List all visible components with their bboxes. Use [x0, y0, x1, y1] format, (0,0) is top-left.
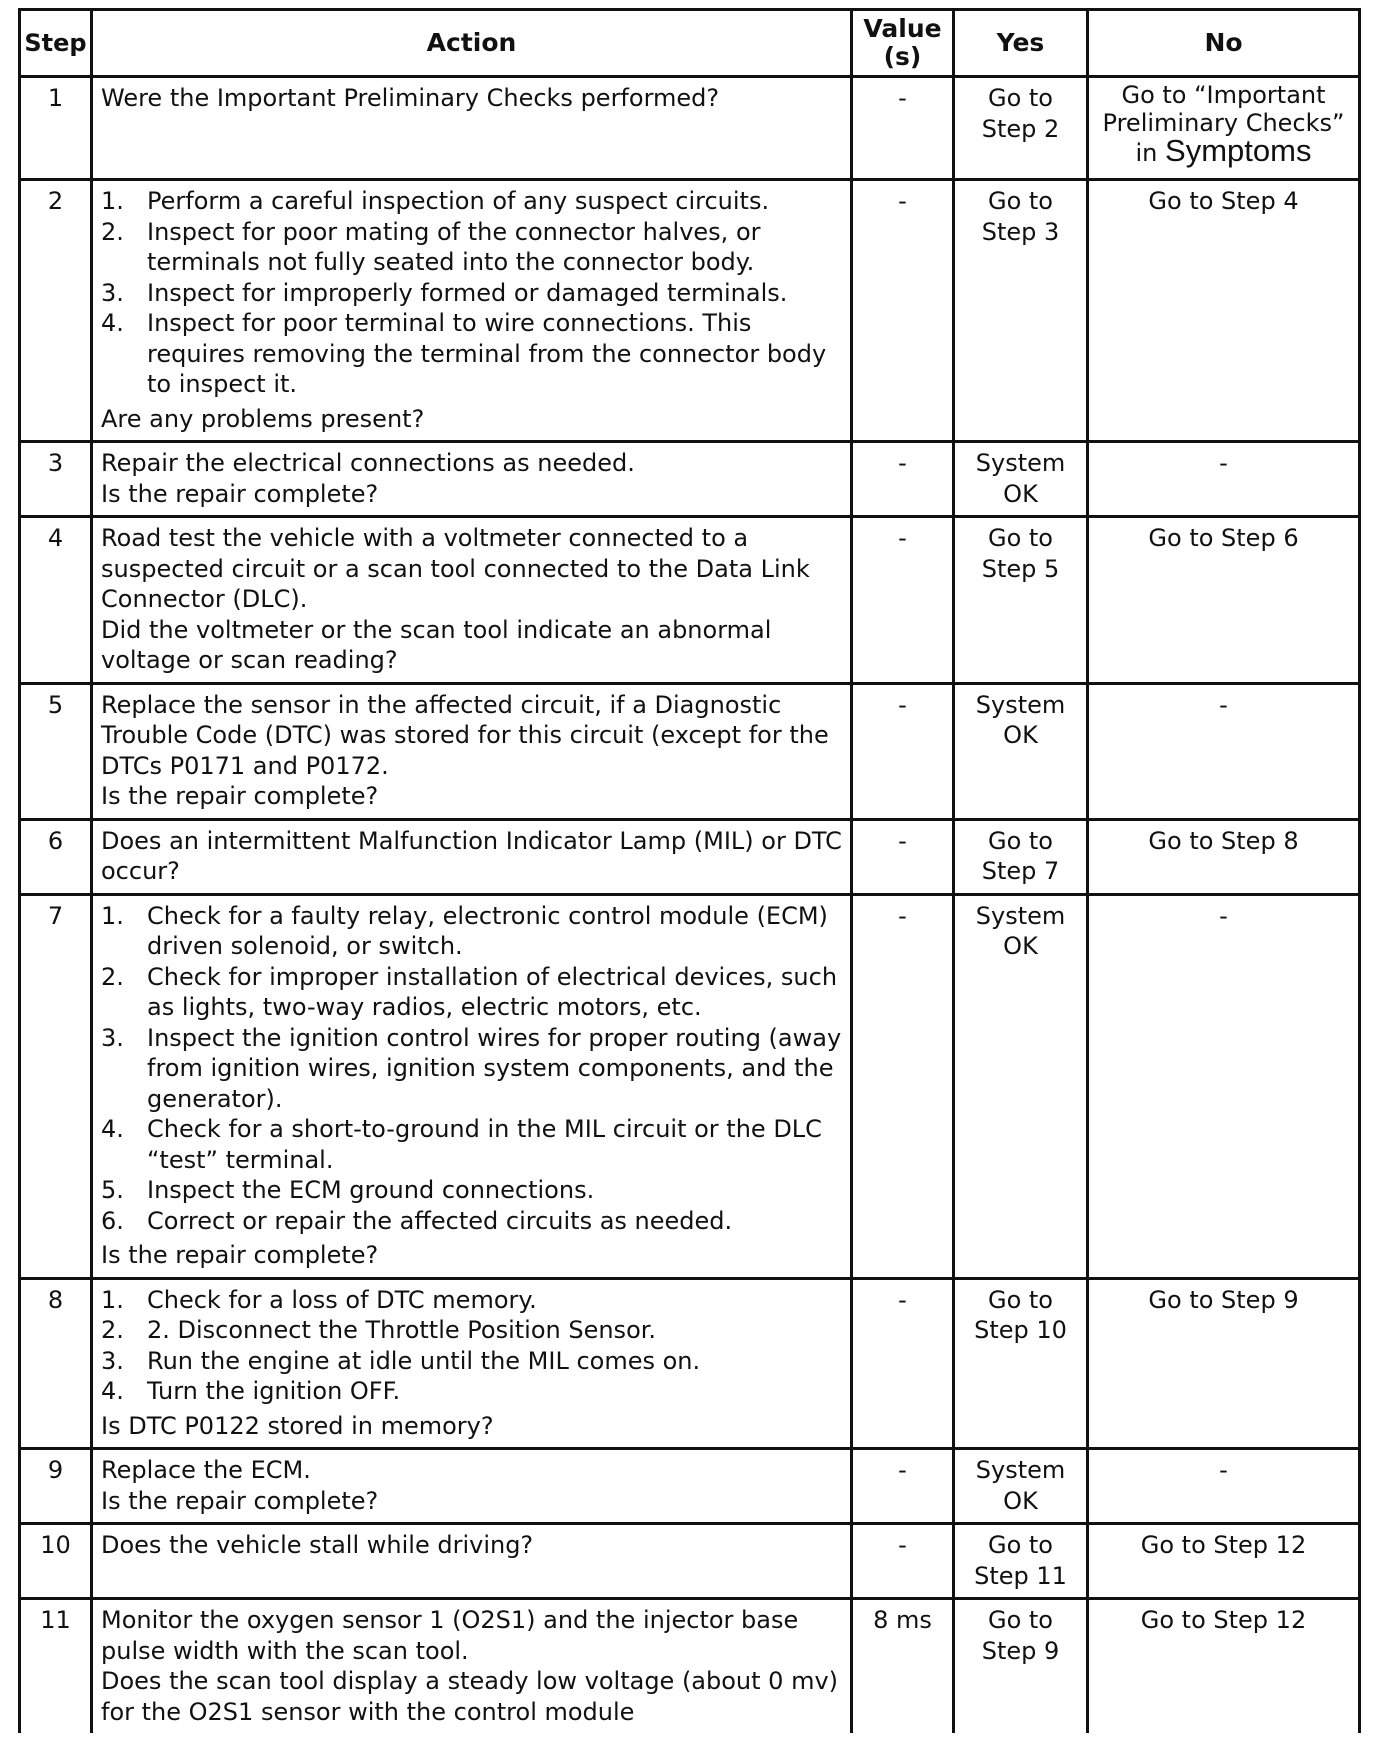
step-number: 2	[20, 180, 92, 442]
action-cell	[92, 1278, 852, 1449]
yes-cell: Go to Step 5	[954, 517, 1088, 684]
list-item: 1. Check for a faulty relay, electronic control module (ECM) driven solenoid, or switch.	[101, 901, 828, 960]
header-row	[20, 10, 1360, 77]
value-cell: -	[852, 894, 954, 1278]
header-step: Step	[20, 10, 92, 77]
table-row	[20, 517, 1360, 684]
header-yes: Yes	[954, 10, 1088, 77]
action-cell	[92, 517, 852, 684]
action-text: Replace the ECM.	[101, 1456, 311, 1484]
action-text: Replace the sensor in the affected circuit, if a Diagnostic Trouble Code (DTC) was stored for this circuit (except for the DTCs P0171 and P0172.	[101, 690, 829, 780]
header-action: Action	[92, 10, 852, 77]
value-cell: -	[852, 1278, 954, 1449]
yes-cell: Go to Step 7	[954, 819, 1088, 894]
value-cell: -	[852, 517, 954, 684]
list-item: 4. Turn the ignition OFF.	[101, 1377, 401, 1405]
step-number: 9	[20, 1449, 92, 1524]
action-cell	[92, 442, 852, 517]
step-number: 3	[20, 442, 92, 517]
header-value: Value (s)	[852, 10, 954, 77]
list-item: 1. Perform a careful inspection of any suspect circuits.	[101, 187, 770, 215]
table-row	[20, 180, 1360, 442]
action-cell	[92, 180, 852, 442]
value-cell: -	[852, 683, 954, 819]
step-number: 10	[20, 1524, 92, 1599]
action-question: Does the vehicle stall while driving?	[101, 1531, 534, 1559]
action-text: Road test the vehicle with a voltmeter connected to a suspected circuit or a scan tool connected to the Data Link Connector (DLC).	[101, 524, 810, 613]
header-no: No	[1088, 10, 1360, 77]
action-cell	[92, 1449, 852, 1524]
table-row	[20, 1524, 1360, 1599]
action-question: Are any problems present?	[101, 404, 425, 433]
list-item: 2. 2. Disconnect the Throttle Position Sensor.	[101, 1316, 657, 1344]
table-row	[20, 1599, 1360, 1734]
table-row	[20, 77, 1360, 180]
list-item: 2. Inspect for poor mating of the connector halves, or terminals not fully seated into the connector body.	[101, 217, 761, 276]
list-item: 3. Inspect for improperly formed or damaged terminals.	[101, 278, 788, 307]
action-question: Did the voltmeter or the scan tool indicate an abnormal voltage or scan reading?	[101, 615, 772, 674]
action-list	[101, 186, 842, 400]
list-item: 1. Check for a loss of DTC memory.	[101, 1285, 537, 1314]
value-cell: 8 ms	[852, 1599, 954, 1734]
no-text: Go to “Important Preliminary Checks” in	[1102, 81, 1345, 167]
list-item: 4. Inspect for poor terminal to wire connections. This requires removing the terminal from the connector body to inspect it.	[101, 309, 827, 398]
no-cell: Go to Step 4	[1088, 180, 1360, 442]
table-row	[20, 1449, 1360, 1524]
action-question: Is the repair complete?	[101, 1486, 379, 1515]
action-cell	[92, 819, 852, 894]
step-number: 7	[20, 894, 92, 1278]
no-cell: -	[1088, 1449, 1360, 1524]
table-row	[20, 894, 1360, 1278]
list-item: 3. Run the engine at idle until the MIL comes on.	[101, 1346, 701, 1375]
action-cell	[92, 1524, 852, 1599]
value-cell: -	[852, 819, 954, 894]
yes-cell: System OK	[954, 894, 1088, 1278]
step-number: 8	[20, 1278, 92, 1449]
action-question: Does an intermittent Malfunction Indicator Lamp (MIL) or DTC occur?	[101, 826, 842, 885]
value-cell: -	[852, 1449, 954, 1524]
diagnostic-table	[18, 8, 1361, 1733]
yes-cell: Go to Step 11	[954, 1524, 1088, 1599]
action-list	[101, 901, 842, 1237]
table-row	[20, 1278, 1360, 1449]
no-cell: Go to Step 12	[1088, 1599, 1360, 1734]
step-number: 11	[20, 1599, 92, 1734]
diagnostic-page	[18, 8, 1358, 1733]
step-number: 1	[20, 77, 92, 180]
table-row	[20, 819, 1360, 894]
action-question: Is the repair complete?	[101, 1241, 379, 1269]
no-cell	[1088, 77, 1360, 180]
step-number: 6	[20, 819, 92, 894]
list-item: 4. Check for a short-to-ground in the MIL circuit or the DLC “test” terminal.	[101, 1115, 822, 1174]
no-cell: Go to Step 8	[1088, 819, 1360, 894]
value-cell: -	[852, 1524, 954, 1599]
yes-cell: Go to Step 10	[954, 1278, 1088, 1449]
yes-cell: System OK	[954, 683, 1088, 819]
value-cell: -	[852, 180, 954, 442]
action-cell	[92, 894, 852, 1278]
list-item: 5. Inspect the ECM ground connections.	[101, 1176, 595, 1204]
list-item: 6. Correct or repair the affected circuits as needed.	[101, 1206, 733, 1235]
yes-cell: Go to Step 3	[954, 180, 1088, 442]
no-cell: -	[1088, 894, 1360, 1278]
action-list	[101, 1285, 842, 1407]
action-cell	[92, 1599, 852, 1734]
list-item: 2. Check for improper installation of electrical devices, such as lights, two-way radios, electric motors, etc.	[101, 962, 838, 1021]
no-cell: Go to Step 6	[1088, 517, 1360, 684]
action-cell	[92, 683, 852, 819]
symptoms-link[interactable]: Symptoms	[1165, 133, 1312, 168]
yes-cell: System OK	[954, 1449, 1088, 1524]
value-cell: -	[852, 442, 954, 517]
action-text: Monitor the oxygen sensor 1 (O2S1) and the injector base pulse width with the scan tool.	[101, 1606, 799, 1665]
action-question: Is DTC P0122 stored in memory?	[101, 1411, 494, 1440]
step-number: 4	[20, 517, 92, 684]
action-text: Repair the electrical connections as needed.	[101, 449, 635, 477]
table-row	[20, 683, 1360, 819]
table-row	[20, 442, 1360, 517]
yes-cell: System OK	[954, 442, 1088, 517]
step-number: 5	[20, 683, 92, 819]
action-question: Is the repair complete?	[101, 782, 379, 810]
action-question: Is the repair complete?	[101, 479, 379, 508]
action-text: Were the Important Preliminary Checks performed?	[101, 84, 720, 112]
yes-cell: Go to Step 2	[954, 77, 1088, 180]
no-cell: -	[1088, 442, 1360, 517]
no-cell: Go to Step 9	[1088, 1278, 1360, 1449]
action-cell	[92, 77, 852, 180]
list-item: 3. Inspect the ignition control wires for proper routing (away from ignition wires, ignition system components, and the generator).	[101, 1023, 842, 1113]
no-cell: Go to Step 12	[1088, 1524, 1360, 1599]
action-question: Does the scan tool display a steady low voltage (about 0 mv) for the O2S1 sensor with the control module	[101, 1667, 839, 1726]
no-cell: -	[1088, 683, 1360, 819]
value-cell: -	[852, 77, 954, 180]
yes-cell: Go to Step 9	[954, 1599, 1088, 1734]
